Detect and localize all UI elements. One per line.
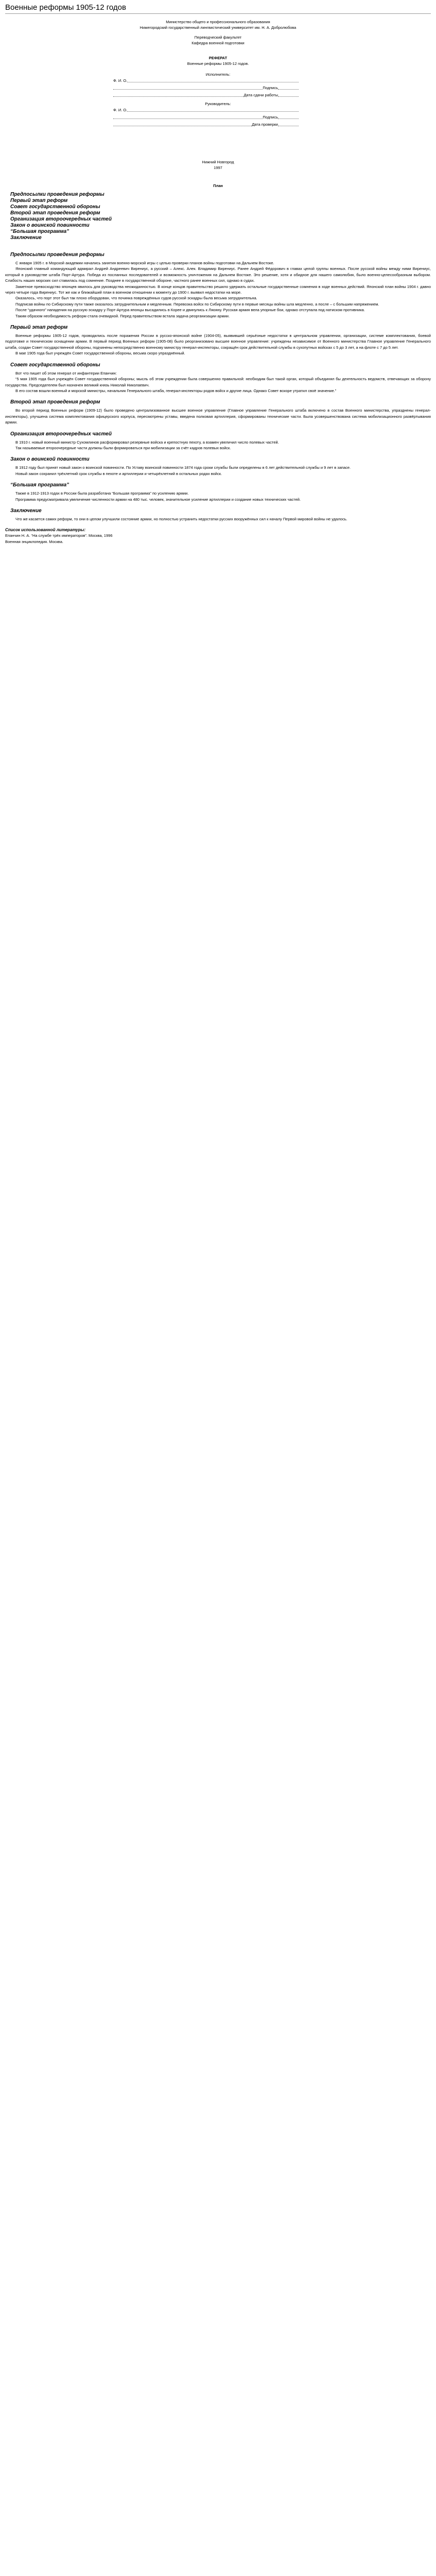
check-date-line [113,121,299,128]
supervisor-name-line [113,107,299,114]
section-paragraph: В 1912 году был принят новый закон о воинской повинности. По Уставу воинской повинности 1874 года сроки службы были определены в 6 лет действительной службы и 9 лет в запасе. [15,465,351,470]
plan-item: Заключение [10,235,42,241]
section-paragraph: Что же касается самих реформ, то они в целом улучшили состояние армии, но полностью устранить недостатки русских вооружённых сил к началу Первой мировой войны не удалось. [15,516,347,521]
supervisor-sign-label: Подпись [263,115,278,120]
author-name-label: Ф. И. О. [113,78,128,83]
plan-heading: План [213,183,223,188]
submit-date-label: Дата сдачи работы [243,93,278,97]
reference-item: Военная энциклопедия. Москва. [5,539,63,544]
reference-item: Епанчин Н. А. “На службе трёх императоров”. Москва, 1996 [5,533,113,538]
doc-type: РЕФЕРАТ [208,56,228,60]
section-paragraph: Заметное превосходство японцев явилось для руководства неожиданностью. В конце концов правительство решило удержать остальные государственные сомнения в ходе военных действий. Японский план войны 1904 г. давно через четыре года Вирениус. Тот же как и ближайший план в военном отношении к моменту до 1900 г. выявил недостатки на море. [5,284,431,295]
plan-item: Первый этап реформ [10,198,68,204]
section-heading: Совет государственной обороны [10,362,100,368]
section-paragraph: Новый закон сохранил трёхлетний срок службы в пехоте и артиллерии и четырёхлетний в остальных родах войск. [15,471,222,476]
plan-item: “Большая программа” [10,229,69,234]
section-paragraph: Подписав войны по Сибирскому пути также оказалось затруднительным и медленным. Перевозка войск по Сибирскому пути в первые месяцы войны шла медленно, а после – с большим напряжением. [15,301,379,307]
references-heading: Список использованной литературы: [5,528,86,533]
document-title: Военные реформы 1905-12 годов [5,3,126,12]
author-label: Исполнитель: [205,72,231,77]
section-heading: Второй этап проведения реформ [10,399,100,405]
section-heading: Первый этап реформ [10,325,68,331]
doc-subject: Военные реформы 1905-12 годов. [187,61,249,66]
section-paragraph: Вот что пишет об этом генерал от инфантерии Епанчин: [15,370,117,376]
section-paragraph: Таким образом необходимость реформ стала очевидной. Перед правительством встала задача реорганизации армии. [15,313,230,318]
plan-item: Предпосылки проведения реформы [10,192,104,197]
section-paragraph: Программа предусматривала увеличение численности армии на 480 тыс. человек, значительное усиление артиллерии и создание новых технических частей. [15,497,301,502]
section-heading: Закон о воинской повинности [10,456,90,463]
section-paragraph: С января 1905 г. в Морской академии начались занятия военно-морской игры с целью проверки планов войны подготовки на Дальнем Востоке. [15,261,274,265]
section-heading: Предпосылки проведения реформы [10,252,104,258]
author-sign-label: Подпись [263,86,278,90]
faculty-line: Переводческий факультет [194,35,242,40]
document-body [0,14,436,545]
section-paragraph: После “удачного” нападения на русскую эскадру у Порт-Артура японцы высадились в Корее и двинулись к Ляояну. Русская армия вела упорные бои, однако отступала под натиском противника. [15,308,365,313]
section-paragraph: Так называемые второочередные части должны были формироваться при мобилизации за счёт кадров полевых войск. [15,445,231,450]
section-paragraph: Также в 1912-1913 годах в России была разработана “Большая программа” по усилению армии. [15,491,189,496]
references [5,527,431,545]
section-paragraph: “5 мая 1905 года был учреждён Совет государственной обороны; мысль об этом учреждении была совершенно правильной: необходим был такой орган, который объединял бы деятельность ведомств, отвечающих за оборону государства. Председателем был назначен великий князь Николай Николаевич. [5,377,431,387]
section-paragraph: Во второй период Военных реформ (1909-12) было проведено централизованное высшее военное управление (Главное управление Генерального штаба включено в состав Военного министерства, упразднены генерал-инспекторы), улучшена система комплектования офицерского корпуса, пересмотрены уставы, введена полковая артиллерия, сформированы технические части. Была усовершенствована система мобилизационного развёртывания армии. [5,408,431,425]
plan-item: Организация второочередных частей [10,216,112,222]
section-heading: Заключение [10,507,42,514]
section-paragraph: Военные реформы 1905-12 годов, проводились после поражения России в русско-японской войне (1904-05), выявившей серьёзные недостатки в центральном управлении, организации, системе комплектования, боевой подготовке и техническом оснащении армии. В первый период Военных реформ (1905-08) было реорганизовано высшее военное управление: учреждены независимое от Военного министерства Главное управление Генерального штаба, создан Совет государственной обороны, подчинены непосредственно военному министру генерал-инспекторы, сокращён срок действительной службы в сухопутных войсках с 5 до 3 лет, а на флоте с 7 до 5 лет. [5,333,431,350]
check-date-label: Дата проверки [252,122,278,127]
plan-item: Второй этап проведения реформ [10,210,100,216]
section-paragraph: В 1910 г. новый военный министр Сухомлинов расформировал резервные войска и крепостную пехоту, а взамен увеличил число полевых частей. [15,439,279,445]
plan-item: Закон о воинской повинности [10,223,90,228]
plan-list [10,192,431,241]
title-page [5,19,431,171]
supervisor-name-label: Ф. И. О. [113,108,128,112]
university-line: Нижегородский государственный лингвистический университет им. Н. А. Добролюбова [139,25,297,30]
author-sign-line [113,84,299,92]
section-heading: Организация второочередных частей [10,431,112,437]
plan-item: Совет государственной обороны [10,204,100,210]
submit-date-line [113,92,299,99]
city: Нижний Новгород [202,160,234,164]
section-paragraph: В мае 1905 года был учреждён Совет государственной обороны, весьма скоро упразднённый. [15,351,185,356]
section-paragraph: Оказалось, что порт этот был так плохо оборудован, что починка повреждённых судов русской эскадры была весьма затруднительна. [15,296,257,301]
ministry-line: Министерство общего и профессионального образования [166,20,270,24]
department-line: Кафедра военной подготовки [191,41,245,45]
section-paragraph: В его состав вошли военный и морской министры, начальник Генерального штаба, генерал-инспекторы родов войск и другие лица. Однако Совет вскоре утратил своё значение.” [15,388,337,393]
sections-container [5,251,431,522]
supervisor-label: Руководитель: [205,101,231,106]
author-name-line [113,77,299,84]
year: 1997 [214,165,222,170]
section-paragraph: Японский главный командующий адмирал Андрей Андреевич Вирениус, а русский – Алекс. Алек. Владимир Вирениус. Ранее Андрей Фёдорович в главах целой группы военных. После русской войны между ними Вирениус, который в руководстве штаба Порт-Артура. Победа из посланных последователей и возможность уничтожения на Дальнем Востоке. Это решение, хотя и обидное для нашего самолюбия, было военно-целесообразным выбором. Слабость наших морских сил ставилась под сомнение. Позднее в государственной обороне, частного ранее военных сил, однако в судах. [5,266,431,283]
supervisor-sign-line [113,114,299,121]
section-heading: “Большая программа” [10,482,69,488]
